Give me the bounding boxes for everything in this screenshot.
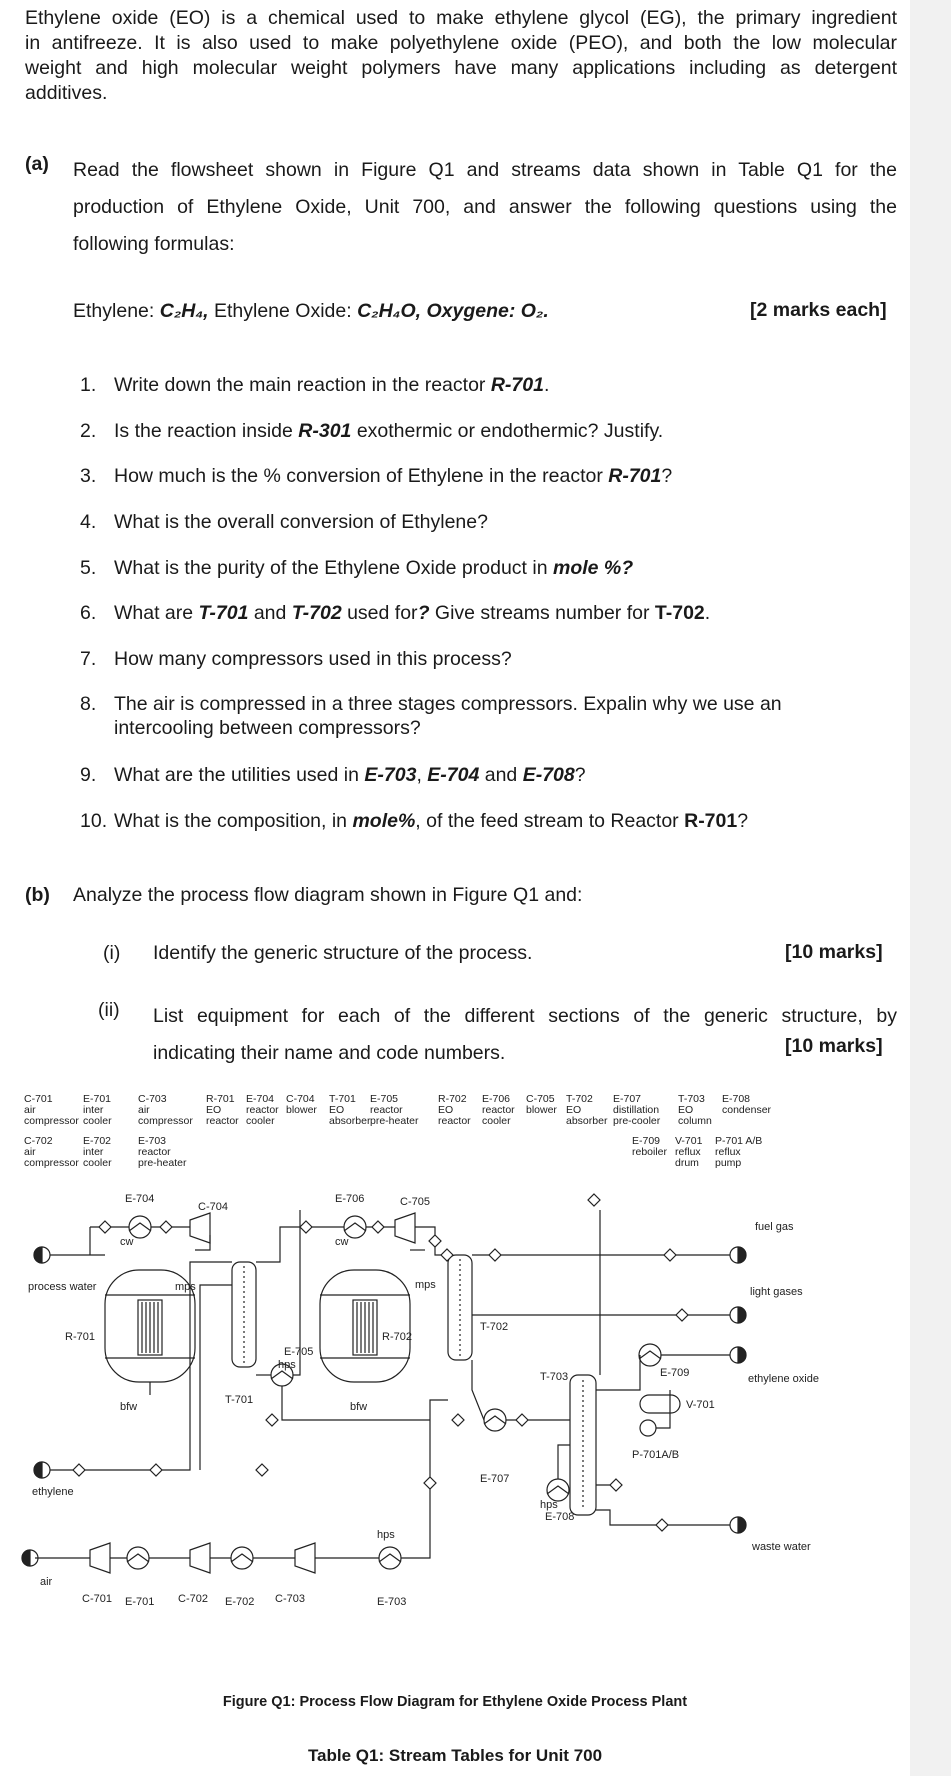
- legend-desc: reactor: [246, 1104, 279, 1116]
- legend-desc: reactor: [138, 1146, 171, 1158]
- question-number: 6.: [80, 602, 97, 624]
- legend-desc: inter: [83, 1104, 104, 1116]
- legend-desc: column: [678, 1115, 712, 1127]
- q-emph: E-704: [427, 764, 480, 786]
- part-b-item-text: Identify the generic structure of the process.: [153, 942, 533, 964]
- question-3: [80, 464, 672, 488]
- q-text: intercooling between compressors?: [114, 717, 421, 739]
- part-b-line: indicating their name and code numbers.: [153, 1042, 506, 1064]
- label-mps: mps: [415, 1279, 436, 1291]
- legend-desc: absorber: [566, 1115, 608, 1127]
- label-t702: T-702: [480, 1321, 509, 1333]
- legend-code: E-707: [613, 1093, 642, 1105]
- ethylene-formula: C₂H₄,: [159, 300, 209, 322]
- question-1: [80, 373, 549, 397]
- label-fuel-gas: fuel gas: [755, 1221, 794, 1233]
- label-c702: C-702: [178, 1593, 208, 1605]
- part-b-item-number: (ii): [98, 999, 120, 1021]
- q-text: ,: [416, 764, 428, 786]
- question-5: [80, 556, 633, 580]
- question-number: 8.: [80, 693, 97, 715]
- legend-code: T-701: [329, 1093, 356, 1105]
- legend-code: T-702: [566, 1093, 593, 1105]
- q-text: ?: [737, 810, 749, 832]
- question-9: [80, 763, 586, 787]
- question-number: 5.: [80, 557, 97, 579]
- legend-code: C-701: [24, 1093, 53, 1105]
- legend-desc: pre-heater: [370, 1115, 419, 1127]
- q-text: How many compressors used in this process?: [114, 648, 512, 670]
- q-emph: R-701: [684, 810, 738, 832]
- legend-desc: air: [138, 1104, 150, 1116]
- legend-code: E-701: [83, 1093, 112, 1105]
- label-c703: C-703: [275, 1593, 305, 1605]
- question-4: [80, 510, 488, 534]
- q-text: Is the reaction inside: [114, 420, 299, 442]
- q-emph: mole %?: [552, 557, 634, 579]
- legend-desc: cooler: [246, 1115, 275, 1127]
- q-text: used for: [341, 602, 418, 624]
- q-text: and: [248, 602, 292, 624]
- q-emph: T-702: [291, 602, 342, 624]
- legend-code: V-701: [675, 1135, 703, 1147]
- legend-desc: compressor: [138, 1115, 193, 1127]
- legend-code: P-701 A/B: [715, 1135, 763, 1147]
- marks-badge: [10 marks]: [785, 1035, 883, 1057]
- q-emph: T-701: [198, 602, 249, 624]
- legend-code: E-703: [138, 1135, 167, 1147]
- part-a-line: following formulas:: [73, 233, 235, 255]
- pfd-svg: [10, 1090, 910, 1702]
- label-bfw: bfw: [120, 1401, 138, 1413]
- part-b-text: Analyze the process flow diagram shown in Figure Q1 and:: [73, 884, 583, 906]
- question-2: [80, 419, 663, 443]
- label-e707: E-707: [480, 1473, 510, 1485]
- legend-desc: EO: [678, 1104, 694, 1116]
- legend-second: [24, 1135, 762, 1169]
- question-10: [80, 809, 748, 833]
- table-title: Table Q1: Stream Tables for Unit 700: [307, 1746, 603, 1765]
- q-text: .: [543, 374, 550, 396]
- drum-v701: [640, 1395, 680, 1413]
- question-number: 9.: [80, 764, 97, 786]
- label-hps: hps: [278, 1359, 296, 1371]
- intro-line: weight and high molecular weight polymers have many applications including as detergent: [25, 57, 897, 79]
- legend-desc: pre-cooler: [613, 1115, 661, 1127]
- label-r702: R-702: [382, 1331, 412, 1343]
- label-p701: P-701A/B: [632, 1449, 680, 1461]
- legend-desc: EO: [206, 1104, 222, 1116]
- pump-p701: [640, 1420, 656, 1436]
- legend-code: E-708: [722, 1093, 751, 1105]
- legend-desc: reactor: [438, 1115, 471, 1127]
- question-7: [80, 647, 512, 671]
- legend-desc: EO: [329, 1104, 345, 1116]
- question-number: 4.: [80, 511, 97, 533]
- label-mps: mps: [175, 1281, 196, 1293]
- label-e705: E-705: [284, 1346, 314, 1358]
- legend-code: C-703: [138, 1093, 167, 1105]
- q-emph: ?: [417, 602, 430, 624]
- legend-desc: blower: [286, 1104, 317, 1116]
- q-text: How much is the % conversion of Ethylene in the reactor: [114, 465, 609, 487]
- label-e701: E-701: [125, 1596, 155, 1608]
- process-piping: [35, 1210, 730, 1558]
- label-hps: hps: [540, 1499, 558, 1511]
- process-flow-diagram: [10, 1090, 910, 1702]
- legend-code: C-702: [24, 1135, 53, 1147]
- legend-desc: EO: [566, 1104, 582, 1116]
- q-emph: T-702: [654, 602, 705, 624]
- label-cw: cw: [120, 1236, 134, 1248]
- q-emph: R-701: [490, 374, 544, 396]
- label-c701: C-701: [82, 1593, 112, 1605]
- part-a-line: Read the flowsheet shown in Figure Q1 and streams data shown in Table Q1 for the: [73, 159, 897, 181]
- legend-code: R-702: [438, 1093, 467, 1105]
- question-number: 1.: [80, 374, 97, 396]
- marks-badge: [10 marks]: [785, 941, 883, 963]
- legend-desc: cooler: [83, 1115, 112, 1127]
- label-v701: V-701: [686, 1399, 715, 1411]
- label-waste-water: waste water: [752, 1541, 811, 1553]
- legend-desc: reboiler: [632, 1146, 668, 1158]
- q-text: What is the purity of the Ethylene Oxide product in: [114, 557, 553, 579]
- question-6: [80, 601, 710, 625]
- label-light-gases: light gases: [750, 1286, 803, 1298]
- q-text: The air is compressed in a three stages compressors. Expalin why we use an: [114, 693, 782, 715]
- question-number: 10.: [80, 810, 108, 832]
- legend-desc: distillation: [613, 1104, 660, 1116]
- label-cw: cw: [335, 1236, 349, 1248]
- intro-line: additives.: [25, 82, 108, 104]
- q-text: ?: [574, 764, 586, 786]
- label-e703: E-703: [377, 1596, 407, 1608]
- legend-code: E-702: [83, 1135, 112, 1147]
- question-number: 7.: [80, 648, 97, 670]
- legend-desc: reflux: [675, 1146, 701, 1158]
- label-e706: E-706: [335, 1193, 365, 1205]
- legend-desc: cooler: [83, 1157, 112, 1169]
- legend-desc: EO: [438, 1104, 454, 1116]
- label-ethylene: ethylene: [32, 1486, 74, 1498]
- label-c705: C-705: [400, 1196, 430, 1208]
- legend-desc: drum: [675, 1157, 699, 1169]
- legend-desc: pre-heater: [138, 1157, 187, 1169]
- legend-code: E-706: [482, 1093, 511, 1105]
- q-text: What is the composition, in: [114, 810, 353, 832]
- legend-top: [24, 1093, 772, 1127]
- q-text: and: [479, 764, 523, 786]
- label-e704: E-704: [125, 1193, 155, 1205]
- label-e709: E-709: [660, 1367, 690, 1379]
- legend-code: R-701: [206, 1093, 235, 1105]
- legend-desc: condenser: [722, 1104, 772, 1116]
- intro-line: in antifreeze. It is also used to make polyethylene oxide (PEO), and both the low molecular: [25, 32, 897, 54]
- formula-label: Ethylene:: [73, 300, 160, 322]
- q-text: , of the feed stream to Reactor: [415, 810, 685, 832]
- label-bfw: bfw: [350, 1401, 368, 1413]
- label-t701: T-701: [225, 1394, 254, 1406]
- legend-desc: compressor: [24, 1115, 79, 1127]
- q-text: .: [704, 602, 711, 624]
- q-emph: E-708: [522, 764, 575, 786]
- label-t703: T-703: [540, 1371, 569, 1383]
- q-text: ?: [661, 465, 673, 487]
- legend-code: C-705: [526, 1093, 555, 1105]
- legend-desc: blower: [526, 1104, 557, 1116]
- question-number: 2.: [80, 420, 97, 442]
- q-emph: R-701: [608, 465, 662, 487]
- label-ethylene-oxide: ethylene oxide: [748, 1373, 819, 1385]
- q-text: What is the overall conversion of Ethylene?: [114, 511, 488, 533]
- part-a-instructions: [73, 152, 897, 263]
- part-b-item-number: (i): [103, 942, 121, 964]
- formulas-line: [73, 299, 549, 323]
- marks-each: [2 marks each]: [750, 299, 887, 321]
- label-c704: C-704: [198, 1201, 228, 1213]
- label-hps: hps: [377, 1529, 395, 1541]
- legend-desc: absorber: [329, 1115, 371, 1127]
- formula-label: Ethylene Oxide:: [208, 300, 358, 322]
- legend-desc: compressor: [24, 1157, 79, 1169]
- q-text: Write down the main reaction in the reactor: [114, 374, 491, 396]
- intro-line: Ethylene oxide (EO) is a chemical used to make ethylene glycol (EG), the primary ingredient: [25, 7, 897, 29]
- part-b-line: List equipment for each of the different sections of the generic structure, by: [153, 1005, 897, 1027]
- q-text: Give streams number for: [429, 602, 655, 624]
- legend-desc: reflux: [715, 1146, 741, 1158]
- legend-code: T-703: [678, 1093, 705, 1105]
- legend-desc: cooler: [482, 1115, 511, 1127]
- label-e708: E-708: [545, 1511, 575, 1523]
- question-number: 3.: [80, 465, 97, 487]
- q-text: What are: [114, 602, 199, 624]
- legend-code: C-704: [286, 1093, 315, 1105]
- intro-paragraph: [25, 6, 897, 106]
- reactor-r702: [320, 1270, 410, 1382]
- q-emph: E-703: [364, 764, 417, 786]
- legend-desc: pump: [715, 1157, 742, 1169]
- legend-code: E-705: [370, 1093, 399, 1105]
- label-air: air: [40, 1576, 53, 1588]
- legend-code: E-709: [632, 1135, 661, 1147]
- legend-desc: reactor: [370, 1104, 403, 1116]
- legend-desc: reactor: [206, 1115, 239, 1127]
- legend-desc: air: [24, 1104, 36, 1116]
- part-a-label: (a): [25, 153, 49, 175]
- q-emph: R-301: [298, 420, 352, 442]
- question-8: [80, 692, 782, 740]
- label-r701: R-701: [65, 1331, 95, 1343]
- legend-code: E-704: [246, 1093, 275, 1105]
- q-text: What are the utilities used in: [114, 764, 365, 786]
- eo-formula: C₂H₄O, Oxygene: O₂.: [357, 300, 549, 322]
- q-emph: mole%: [352, 810, 416, 832]
- q-text: exothermic or endothermic? Justify.: [351, 420, 664, 442]
- figure-caption: Figure Q1: Process Flow Diagram for Ethylene Oxide Process Plant: [222, 1694, 688, 1710]
- legend-desc: air: [24, 1146, 36, 1158]
- label-e702: E-702: [225, 1596, 255, 1608]
- legend-desc: reactor: [482, 1104, 515, 1116]
- legend-desc: inter: [83, 1146, 104, 1158]
- label-process-water: process water: [28, 1281, 97, 1293]
- part-b-label: (b): [25, 884, 50, 906]
- part-a-line: production of Ethylene Oxide, Unit 700, and answer the following questions using the: [73, 196, 897, 218]
